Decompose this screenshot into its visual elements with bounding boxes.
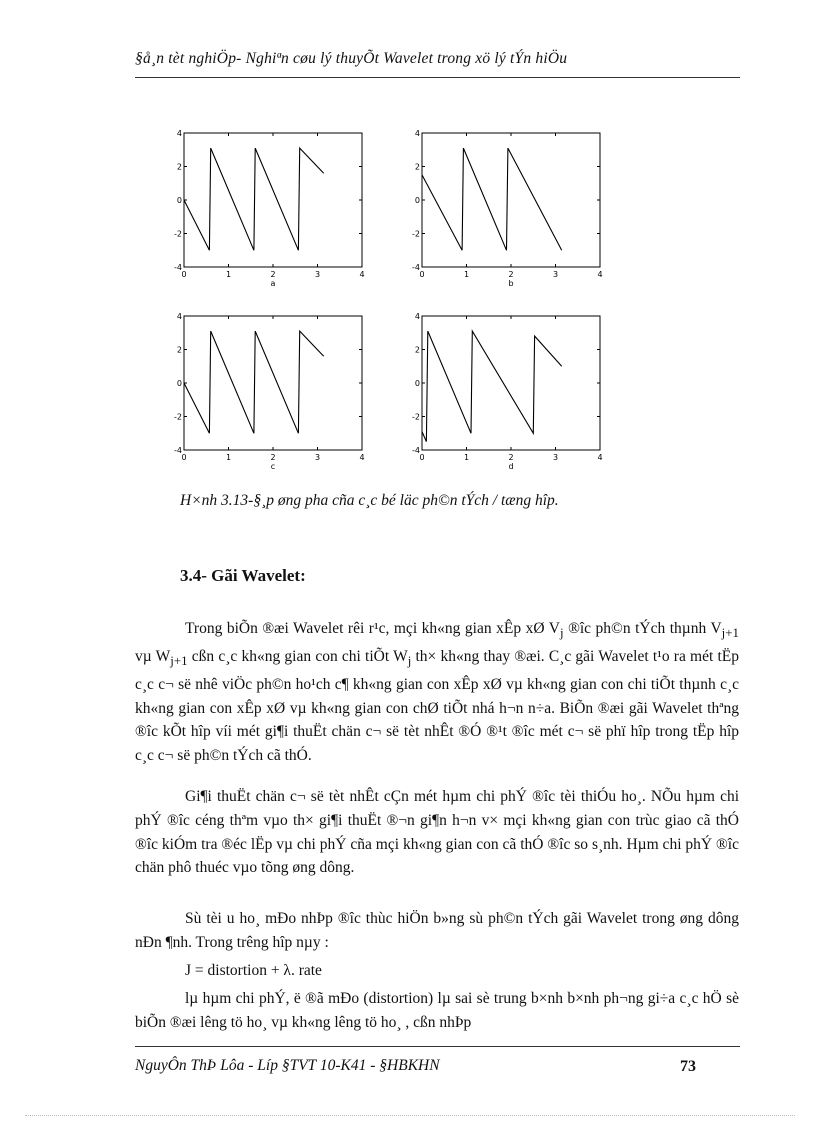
x-tick-label: 1 (463, 453, 470, 462)
paragraph-4: lµ hµm chi phÝ, ë ®ã mÐo (distortion) lµ sai sè trung b×nh b×nh ph¬ng gi÷a c¸c hÖ sè biÕn ®æi lêng tö ho¸ vµ kh«ng lêng tö ho¸ , cßn nhÞp (135, 990, 739, 1031)
p1-sub-a: j (559, 625, 564, 641)
p1-text-e: th× kh«ng thay ®æi. C¸c gãi Wavelet t¹o ra mét tËp c¸c c¬ së nhê viÖc ph©n ho¹ch c¶ kh«ng gian con xÊp xØ vµ kh«ng gian con chi tiÕt thµnh c¸c kh«ng gian con xÊp xØ vµ kh«ng gian con chØ tiÕt nhá h¬n n÷a. BiÕn ®æi gãi Wavelet thªng ®îc kÕt hîp víi mét gi¶i thuËt chän c¬ së tèt nhÊt ®Ó ®¹t ®îc mét c¬ së phï hîp trong tËp hîp c¸c c¬ së ph©n tÝch cã thÓ. (135, 647, 739, 765)
section-title: 3.4- Gãi Wavelet: (180, 566, 306, 585)
y-tick-label: -2 (174, 229, 182, 239)
plot-panel-d (408, 308, 608, 478)
y-tick-label: 0 (176, 196, 182, 205)
p1-text-d: cßn c¸c kh«ng gian con chi tiÕt W (187, 647, 408, 665)
p1-text-a: Trong biÕn ®æi Wavelet rêi r¹c, mçi kh«ng gian xÊp xØ V (185, 620, 560, 637)
panel-label: b (508, 279, 514, 288)
x-tick-label: 1 (225, 453, 232, 462)
plot-d-svg (408, 308, 608, 478)
x-tick-label: 3 (552, 453, 559, 462)
y-tick-label: -2 (174, 412, 182, 422)
panel-label: a (270, 279, 276, 288)
phase-series-line (184, 331, 324, 433)
y-tick-label: 2 (176, 345, 182, 355)
y-tick-label: 4 (414, 312, 420, 321)
x-tick-label: 1 (225, 270, 232, 279)
y-tick-label: 4 (176, 312, 182, 321)
y-tick-label: -2 (412, 229, 420, 239)
p1-sub-d: j (407, 652, 412, 668)
y-tick-label: -4 (174, 263, 182, 272)
footer-rule (135, 1046, 740, 1047)
header-rule (135, 77, 740, 78)
plot-a-svg (170, 125, 370, 295)
paragraph-2: Gi¶i thuËt chän c¬ së tèt nhÊt cÇn mét hµm chi phÝ ®îc tèi thiÓu ho¸. NÕu hµm chi phÝ ®îc céng thªm vµo th× gi¶i thuËt ®¬n gi¶n h¬n v× mçi kh«ng gian con trùc giao cã thÓ ®îc kiÓm tra ®éc lËp vµ chi phÝ cña mçi kh«ng gian con cã thÓ ®îc so s¸nh. Hµm chi phÝ ®îc chän phô thuéc vµo tõng øng dông. (135, 788, 739, 877)
x-tick-label: 3 (552, 270, 559, 279)
y-tick-label: -4 (174, 446, 182, 455)
page-number: 73 (680, 1058, 696, 1075)
x-tick-label: 4 (597, 453, 603, 462)
x-tick-label: 2 (270, 270, 276, 279)
x-tick-label: 4 (359, 453, 365, 462)
y-tick-label: 4 (414, 129, 420, 138)
paragraph-1 (135, 617, 739, 768)
y-tick-label: -4 (412, 263, 420, 272)
y-tick-label: -4 (412, 446, 420, 455)
x-tick-label: 0 (419, 453, 425, 462)
y-tick-label: 2 (414, 162, 420, 172)
y-tick-label: 4 (176, 129, 182, 138)
x-tick-label: 0 (181, 270, 187, 279)
y-tick-label: 2 (176, 162, 182, 172)
figure-caption: H×nh 3.13-§¸p øng pha cña c¸c bé läc ph©n tÝch / tæng hîp. (180, 492, 559, 509)
phase-series-line (422, 148, 562, 250)
x-tick-label: 2 (508, 270, 514, 279)
running-header: §å¸n tèt nghiÖp- Nghiªn cøu lý thuyÕt Wavelet trong xö lý tÝn hiÖu (135, 50, 568, 67)
panel-label: c (270, 462, 276, 471)
phase-series-line (422, 331, 562, 442)
x-tick-label: 2 (270, 453, 276, 462)
plot-panel-b (408, 125, 608, 295)
x-tick-label: 0 (419, 270, 425, 279)
y-tick-label: -2 (412, 412, 420, 422)
plot-panel-a (170, 125, 370, 295)
x-tick-label: 2 (508, 453, 514, 462)
plot-frame (422, 316, 600, 450)
panel-label: d (508, 462, 514, 471)
x-tick-label: 3 (314, 453, 321, 462)
x-tick-label: 4 (597, 270, 603, 279)
x-tick-label: 4 (359, 270, 365, 279)
x-tick-label: 3 (314, 270, 321, 279)
phase-series-line (184, 148, 324, 250)
cost-formula: J = distortion + λ. rate (185, 962, 322, 979)
p1-text-b: ®îc ph©n tÝch thµnh V (563, 620, 722, 637)
p1-text-c: vµ W (135, 647, 171, 665)
footer-author: NguyÔn ThÞ Lôa - Líp §TVT 10-K41 - §HBKHN (135, 1057, 440, 1074)
paragraph-3: Sù tèi u ho¸ mÐo nhÞp ®îc thùc hiÖn b»ng sù ph©n tÝch gãi Wavelet trong øng dông nÐn ¶nh. Trong trêng hîp nµy : (135, 910, 739, 951)
plot-c-svg (170, 308, 370, 478)
y-tick-label: 0 (176, 379, 182, 388)
x-tick-label: 0 (181, 453, 187, 462)
plot-panel-c (170, 308, 370, 478)
p1-sub-b: j+1 (721, 625, 739, 641)
p1-sub-c: j+1 (170, 652, 188, 668)
plot-b-svg (408, 125, 608, 295)
page-bottom-dotted-line (25, 1115, 795, 1116)
y-tick-label: 0 (414, 379, 420, 388)
y-tick-label: 2 (414, 345, 420, 355)
x-tick-label: 1 (463, 270, 470, 279)
y-tick-label: 0 (414, 196, 420, 205)
